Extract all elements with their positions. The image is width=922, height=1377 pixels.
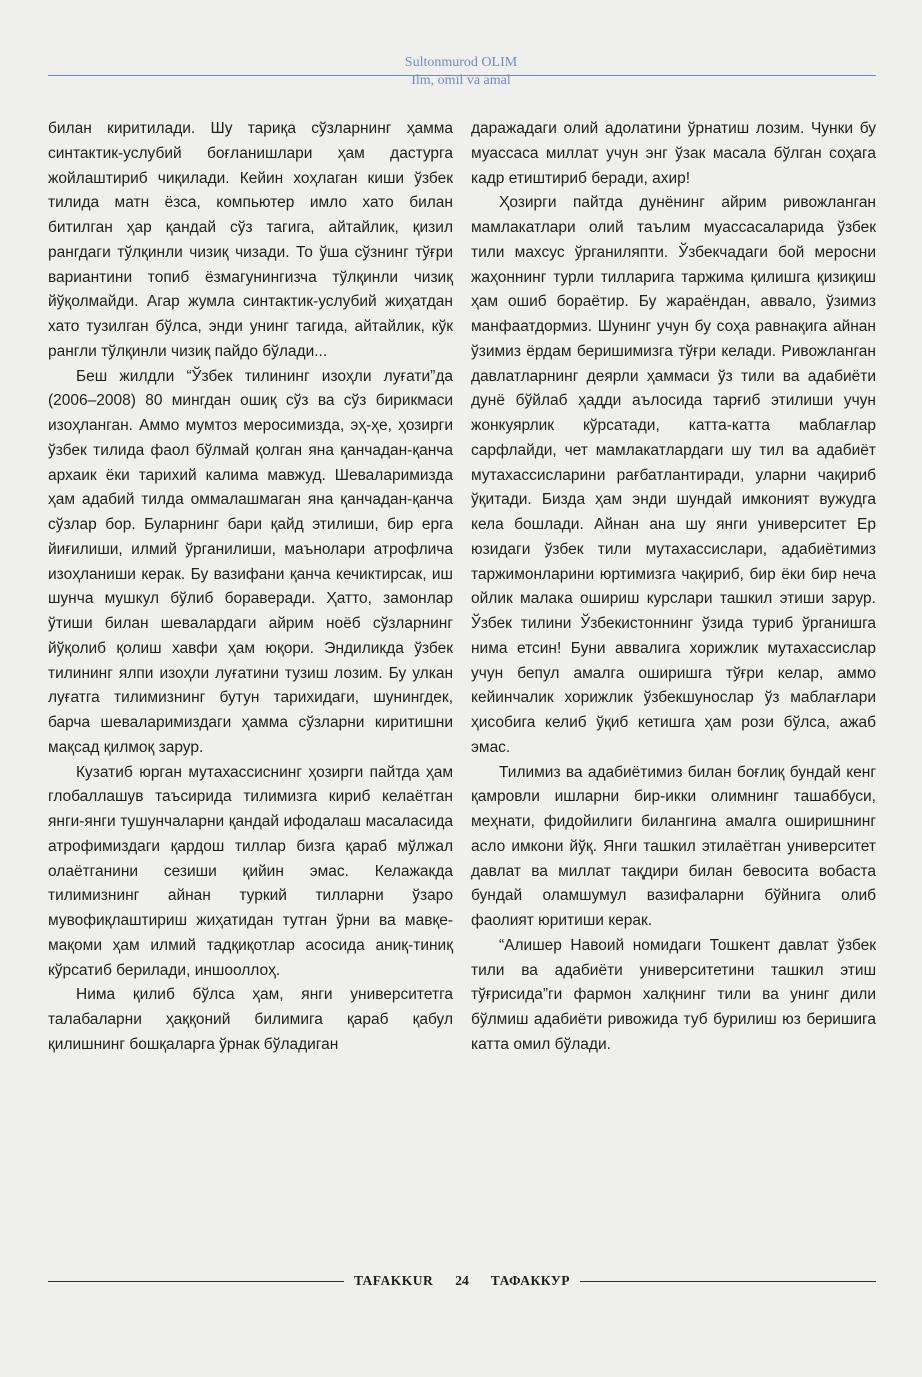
footer-label-cyrillic: ТАФАККУР bbox=[490, 1273, 570, 1288]
page-number: 24 bbox=[455, 1273, 469, 1288]
paragraph: билан киритилади. Шу тариқа сўзларнинг ҳамма синтактик-услубий боғланишлари ҳам дастурга жойлаштириб чиқилади. Кейин хоҳлаган киши ўзбек тилида матн ёзса, компьютер имло хато билан битилган ҳар қандай сўз тагига, айтайлик, қизил рангдаги тўлқинли чизиқ чизади. То ўша сўзнинг тўғри вариантини топиб ёзмагунингизча тўлқинли чизиқ йўқолмайди. Агар жумла синтактик-услубий жиҳатдан хато тузилган бўлса, энди унинг тагида, айтайлик, кўк рангли тўлқинли чизиқ пайдо бўлади... bbox=[48, 120, 453, 360]
header-rule bbox=[48, 75, 876, 76]
header-title: Ilm, omil va amal bbox=[411, 73, 511, 88]
paragraph: Кузатиб юрган мутахассиснинг ҳозирги пайтда ҳам глобаллашув таъсирида тилимизга кириб келаётган янги-янги тушунчаларни қандай ифодалаш масаласида атрофимиздаги қардош тиллар бизга қараб мўлжал олаётганини сезиши қийин эмас. Келажакда тилимизнинг айнан туркий тилларни ўзаро мувофиқлаштириш жиҳатидан тутган ўрни ва мавқе-мақоми ҳам илмий тадқиқотлар асосида аниқ-тиниқ кўрсатиб берилади, иншооллоҳ. bbox=[48, 763, 453, 979]
running-header bbox=[0, 54, 922, 90]
paragraph: Нима қилиб бўлса ҳам, янги университетга талабаларни ҳаққоний билимига қараб қабул қилишнинг бошқаларга ўрнак бўладиган bbox=[48, 986, 453, 1053]
footer-rule-right bbox=[580, 1281, 876, 1282]
paragraph: Тилимиз ва адабиётимиз билан боғлиқ бундай кенг қамровли ишларни бир-икки олимнинг ташаббуси, меҳнати, фидойилиги билангина амалга оширишнинг асло имкони йўқ. Янги ташкил этилаётган университет давлат ва миллат тақдири билан бевосита вобаста бундай оламшумул вазифаларни бўйнига олиб фаолият юритиши керак. bbox=[471, 763, 876, 929]
header-author: Sultonmurod OLIM bbox=[404, 55, 518, 70]
footer-label-latin: TAFAKKUR bbox=[354, 1273, 434, 1288]
paragraph: Беш жилдли “Ўзбек тилининг изоҳли луғати”да (2006–2008) 80 мингдан ошиқ сўз ва сўз бирикмаси изоҳланган. Аммо мумтоз меросимизда, эҳ-ҳе, ҳозирги ўзбек тилида фаол бўлмай қолган яна қанчадан-қанча архаик ёки тарихий калима мавжуд. Шеваларимизда ҳам адабий тилда оммалашмаган яна қанчадан-қанча сўзлар бор. Буларнинг бари қайд этилиши, бир ерга йиғилиши, илмий ўрганилиши, маънолари атрофлича изоҳланиши керак. Бу вазифани қанча кечиктирсак, иш шунча мушкул бўлиб бораверади. Ҳатто, замонлар ўтиши билан шевалардаги айрим ноёб сўзларнинг йўқолиб қолиш хавфи ҳам юқори. Эндиликда ўзбек тилининг ялпи изоҳли луғатини тузиш лозим. Бу улкан луғатга тилимизнинг бутун тарихидаги, шунингдек, барча шеваларимиздаги ҳамма сўзларни киритишни мақсад қилмоқ зарур. bbox=[48, 367, 453, 756]
paragraph: Ҳозирги пайтда дунёнинг айрим ривожланган мамлакатлари олий таълим муассасаларида ўзбек тили махсус ўрганиляпти. Ўзбекчадаги бой меросни жаҳоннинг турли тилларига таржима қилишга қизиқиш ҳам ошиб бораётир. Бу жараёндан, аввало, ўзимиз манфаатдормиз. Шунинг учун бу соҳа равнақига айнан ўзимиз ёрдам беришимизга тўғри келади. Ривожланган давлатларнинг деярли ҳаммаси ўз тили ва адабиёти дунё бўйлаб ҳадди аълосида тарғиб этилиши учун жонкуярлик кўрсатади, катта-катта маблағлар сарфлайди, чет мамлакатлардаги шу тил ва адабиёт мутахассисларини рағбатлантиради, уларни чақириб ўқитади. Бизда ҳам энди шундай имконият вужудга кела бошлади. Айнан ана шу янги университет Ер юзидаги ўзбек тили мутахассислари, адабиётимиз таржимонларини юртимизга чақириб, бир ёки бир неча ойлик малака ошириш курслари ташкил этиши зарур. Ўзбек тилини Ўзбекистоннинг ўзида туриб ўрганишга нима етсин! Буни аввалига хорижлик мутахассислар учун бепул амалга оширишга тўғри келар, аммо кейинчалик хорижлик ўзбекшунослар ўз маблағлари ҳисобига келиб ўқиб кетишга ҳам рози бўлса, ажаб эмас. bbox=[471, 194, 876, 756]
right-column bbox=[471, 117, 876, 1058]
paragraph: “Алишер Навоий номидаги Тошкент давлат ўзбек тили ва адабиёти университетини ташкил этиш тўғрисида”ги фармон халқнинг тили ва унинг дили бўлмиш адабиёти ривожида туб бурилиш юз беришига катта омил бўлади. bbox=[471, 936, 876, 1053]
footer-rule-left bbox=[48, 1281, 344, 1282]
page-footer bbox=[48, 1271, 876, 1291]
left-column bbox=[48, 117, 453, 1058]
paragraph: даражадаги олий адолатини ўрнатиш лозим. Чунки бу муассаса миллат учун энг ўзак масала бўлган соҳага кадр етиштириб беради, ахир! bbox=[471, 120, 876, 187]
